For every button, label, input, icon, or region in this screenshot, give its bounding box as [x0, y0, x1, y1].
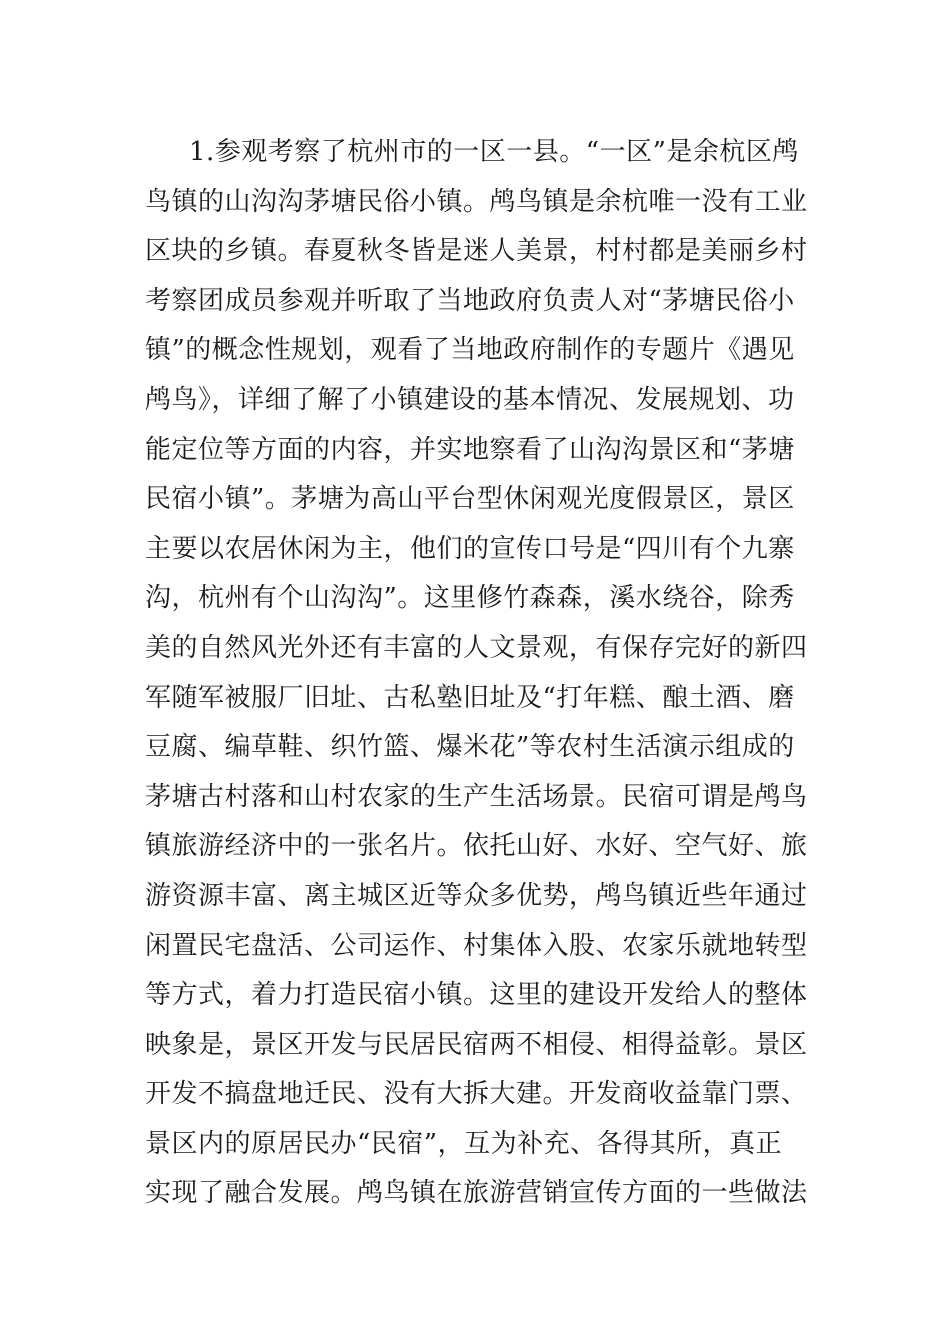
text-line-7: 能定位等方面的内容，并实地察看了山沟沟景区和“茅塘 — [145, 434, 795, 465]
text-line-5: 镇”的概念性规划，观看了当地政府制作的专题片《遇见 — [145, 335, 795, 366]
text-line-1: 1.参观考察了杭州市的一区一县。“一区”是余杭区鸬 — [189, 137, 799, 167]
text-line-22: 实现了融合发展。鸬鸟镇在旅游营销宣传方面的一些做法 — [145, 1178, 808, 1209]
text-line-6: 鸬鸟》，详细了解了小镇建设的基本情况、发展规划、功 — [145, 384, 795, 415]
text-line-19: 映象是，景区开发与民居民宿两不相侵、相得益彰。景区 — [145, 1029, 808, 1060]
text-line-3: 区块的乡镇。春夏秋冬皆是迷人美景，村村都是美丽乡村 — [145, 236, 808, 267]
text-line-9: 主要以农居休闲为主，他们的宣传口号是“四川有个九寨 — [145, 533, 795, 564]
text-line-20: 开发不搞盘地迁民、没有大拆大建。开发商收益靠门票、 — [145, 1079, 808, 1110]
text-line-13: 豆腐、编草鞋、织竹篮、爆米花”等农村生活演示组成的 — [145, 732, 795, 763]
text-line-4: 考察团成员参观并听取了当地政府负责人对“茅塘民俗小 — [145, 285, 795, 316]
text-line-16: 游资源丰富、离主城区近等众多优势，鸬鸟镇近些年通过 — [145, 880, 808, 911]
text-line-15: 镇旅游经济中的一张名片。依托山好、水好、空气好、旅 — [145, 831, 808, 862]
text-line-12: 军随军被服厂旧址、古私塾旧址及“打年糕、酿土酒、磨 — [145, 682, 795, 713]
text-line-21: 景区内的原居民办“民宿”，互为补充、各得其所，真正 — [145, 1128, 783, 1159]
text-line-2: 鸟镇的山沟沟茅塘民俗小镇。鸬鸟镇是余杭唯一没有工业 — [145, 186, 808, 217]
text-line-10: 沟，杭州有个山沟沟”。这里修竹森森，溪水绕谷，除秀 — [145, 583, 795, 614]
text-line-11: 美的自然风光外还有丰富的人文景观，有保存完好的新四 — [145, 632, 808, 663]
text-line-14: 茅塘古村落和山村农家的生产生活场景。民宿可谓是鸬鸟 — [145, 781, 808, 812]
text-line-17: 闲置民宅盘活、公司运作、村集体入股、农家乐就地转型 — [145, 930, 808, 961]
text-line-8: 民宿小镇”。茅塘为高山平台型休闲观光度假景区，景区 — [145, 484, 795, 515]
text-line-18: 等方式，着力打造民宿小镇。这里的建设开发给人的整体 — [145, 980, 808, 1011]
body-paragraph — [145, 128, 815, 1219]
